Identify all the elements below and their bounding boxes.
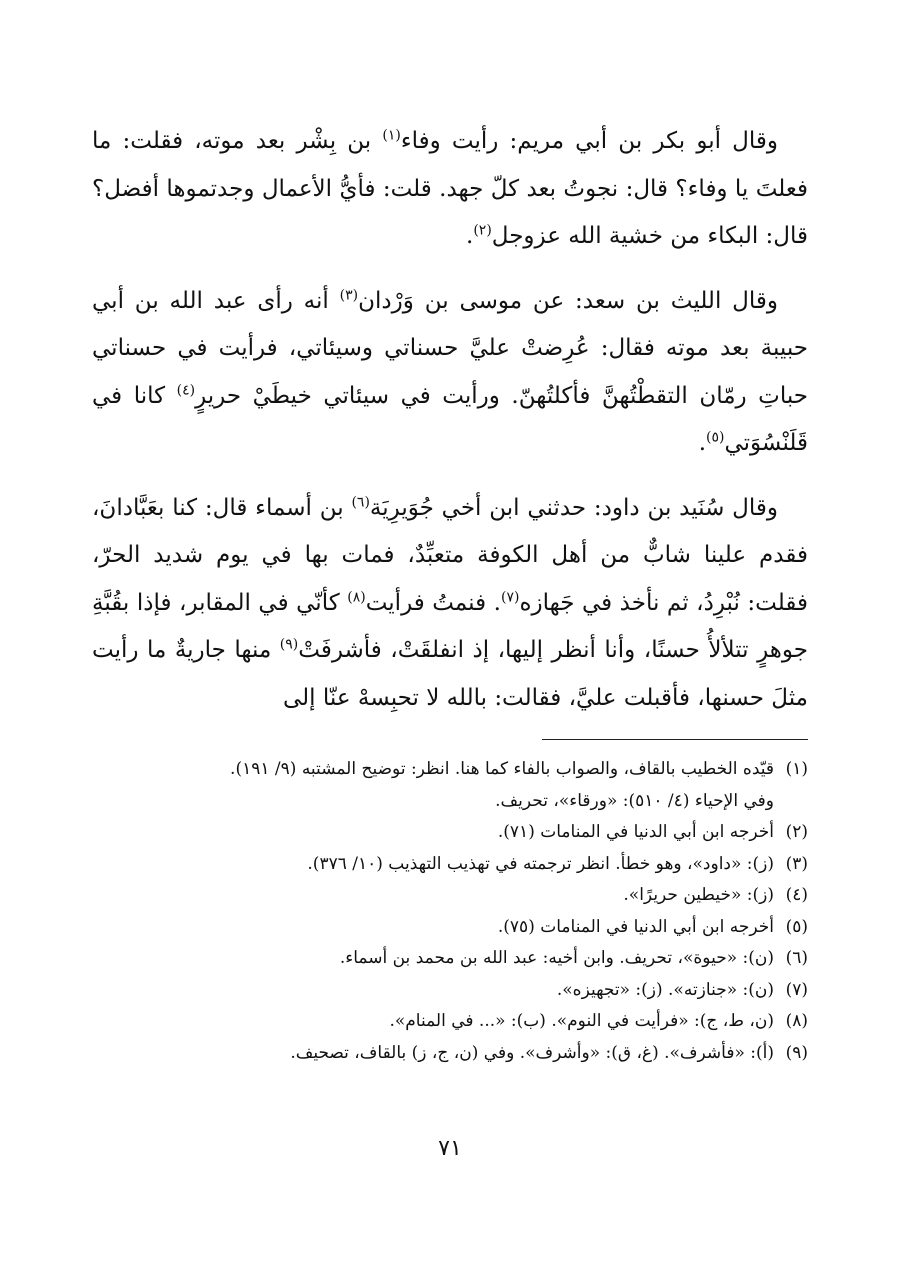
footnote-text: (ن): «جنازته». (ز): «تجهيزه». (556, 979, 774, 1000)
footnote-number: (١) (785, 759, 808, 779)
paragraph-3: وقال سُنَيد بن داود: حدثني ابن أخي جُوَيرِيَة$^{(٦)}$ بن أسماء قال: كنا بعَبَّادانَ، فقدم علينا شابٌّ من أهل الكوفة متعبِّدٌ، فمات بها في يوم شديد الحرّ، فقلت: نُبْرِدُ، ثم نأخذ في جَهازه$^{(٧)}$. فنمتُ فرأيت$^{(٨)}$ كأنّي في المقابر، فإذا بقُبَّةِ جوهرٍ تتلألأُ حسنًا، وأنا أنظر إليها، إذ انفلقَتْ، فأشرفَتْ$^{(٩)}$ منها جاريةٌ ما رأيت مثلَ حسنها، فأقبلت عليَّ، فقالت: بالله لا تحبِسهْ عنّا إلى (92, 493, 808, 711)
footnote-ref-3[interactable]: (٣) (339, 286, 359, 303)
footnote-number: (٩) (785, 1042, 808, 1063)
footnote-1-continued: وفي الإحياء (٤/ ٥١٠): «ورقاء»، تحريف. (495, 790, 774, 811)
footnote-number: (٥) (785, 916, 808, 937)
footnote-2 (92, 817, 808, 849)
footnote-number: (٦) (785, 948, 808, 968)
page-body (92, 118, 808, 1069)
footnote-text: (ز): «داود»، وهو خطأ. انظر ترجمته في تهذيب التهذيب (١٠/ ٣٧٦). (307, 853, 774, 874)
footnote-7 (92, 975, 808, 1007)
paragraph-1: وقال أبو بكر بن أبي مريم: رأيت وفاء$^{(١)}$ بن بِشْر بعد موته، فقلت: ما فعلتَ يا وفاء؟ قال: نجوتُ بعد كلّ جهد. قلت: فأيُّ الأعمال وجدتموها أفضل؟ قال: البكاء من خشية الله عزوجل$^{(٢)}$. (92, 127, 808, 249)
footnote-number: (٢) (785, 822, 808, 842)
footnote-text: (ن): «حيوة»، تحريف. وابن أخيه: عبد الله بن محمد بن أسماء. (339, 948, 774, 968)
footnote-4 (92, 880, 808, 912)
footnote-ref-6[interactable]: (٦) (351, 493, 370, 510)
footnote-1 (92, 754, 808, 786)
footnote-ref-7[interactable]: (٧) (500, 588, 520, 605)
footnote-9 (92, 1038, 808, 1070)
footnote-text: (ن، ط، ج): «فرأيت في النوم». (ب): «... في المنام». (389, 1011, 774, 1031)
footnote-number: (٣) (785, 853, 808, 874)
footnote-divider (542, 739, 808, 740)
footnote-ref-8[interactable]: (٨) (347, 588, 366, 605)
footnote-text: أخرجه ابن أبي الدنيا في المنامات (٧٥). (497, 916, 774, 937)
footnotes (92, 754, 808, 1069)
footnote-text: قيّده الخطيب بالقاف، والصواب بالفاء كما هنا. انظر: توضيح المشتبه (٩/ ١٩١). (230, 759, 774, 779)
footnote-text: (أ): «فأشرف». (غ، ق): «وأشرف». وفي (ن، ج، ز) بالقاف، تصحيف. (290, 1042, 774, 1063)
footnote-text: (ز): «خيطين حريرًا». (623, 885, 774, 905)
footnote-ref-1[interactable]: (١) (382, 127, 401, 144)
footnote-ref-5[interactable]: (٥) (706, 429, 725, 446)
footnote-6 (92, 943, 808, 975)
footnote-8 (92, 1006, 808, 1038)
footnote-5 (92, 912, 808, 944)
page-number: ٧١ (438, 1136, 462, 1161)
footnote-ref-4[interactable]: (٤) (176, 381, 196, 398)
footnote-number: (٧) (785, 979, 808, 1000)
footnote-text: أخرجه ابن أبي الدنيا في المنامات (٧١). (497, 822, 774, 842)
footnote-ref-9[interactable]: (٩) (279, 636, 299, 653)
paragraph-2: وقال الليث بن سعد: عن موسى بن وَرْدان$^{(٣)}$ أنه رأى عبد الله بن أبي حبيبة بعد موته فقال: عُرِضتْ عليَّ حسناتي وسيئاتي، فرأيت في حسناتي حباتِ رمّان التقطْتُهنَّ فأكلتُهنّ. ورأيت في سيئاتي خيطَيْ حريرٍ$^{(٤)}$ كانا في قَلَنْسُوَتي$^{(٥)}$. (92, 286, 808, 456)
footnote-number: (٤) (785, 885, 808, 905)
footnote-number: (٨) (785, 1011, 808, 1031)
footnote-ref-2[interactable]: (٢) (473, 222, 492, 239)
footnote-3 (92, 849, 808, 881)
